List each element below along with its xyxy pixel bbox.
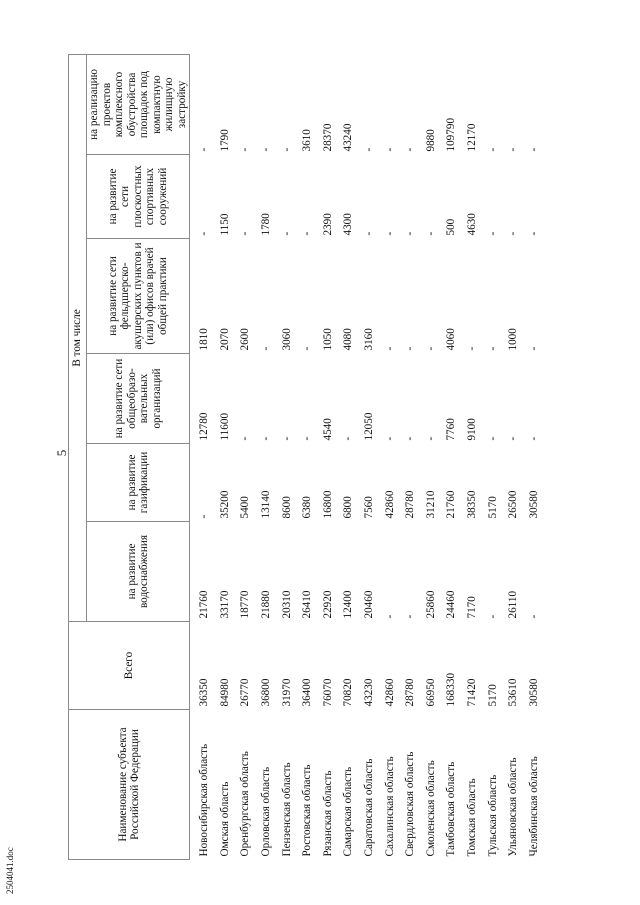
value-cell: - — [404, 346, 417, 351]
value-cell: 38350 — [466, 490, 479, 519]
table-row — [215, 54, 236, 859]
region-name-cell: Тамбовская область — [445, 761, 458, 857]
value-cell: - — [486, 346, 499, 351]
value-cell: - — [280, 147, 293, 152]
value-cell: - — [527, 436, 540, 441]
value-cell: - — [190, 155, 215, 239]
value-cell: - — [507, 436, 520, 441]
value-cell: 20460 — [363, 590, 376, 619]
value-cell: 3610 — [301, 129, 314, 152]
value-cell: 7760 — [445, 418, 458, 441]
table-row — [297, 54, 318, 859]
value-cell: - — [507, 231, 520, 236]
value-cell: 168330 — [445, 672, 458, 707]
value-cell: 4080 — [342, 328, 355, 351]
table-row — [276, 54, 297, 859]
value-cell: 1150 — [218, 213, 231, 236]
region-name-cell: Самарская область — [342, 766, 355, 857]
value-cell: - — [486, 436, 499, 441]
header-including: В том числе — [69, 54, 87, 621]
value-cell: 8600 — [280, 496, 293, 519]
value-cell: 43240 — [342, 123, 355, 152]
region-name-cell: Омская область — [218, 781, 231, 857]
allocation-table — [68, 54, 544, 860]
page-number: 5 — [54, 449, 69, 457]
region-name-cell: Новосибирская область — [190, 710, 215, 860]
value-cell: 28780 — [404, 490, 417, 519]
table-row — [338, 54, 359, 859]
region-name-cell: Рязанская область — [321, 770, 334, 857]
value-cell: - — [424, 346, 437, 351]
value-cell: 30580 — [527, 678, 540, 707]
value-cell: 26110 — [507, 590, 520, 619]
value-cell: 21760 — [190, 522, 215, 622]
value-cell: 28780 — [404, 678, 417, 707]
value-cell: 109790 — [445, 117, 458, 152]
value-cell: 25860 — [424, 590, 437, 619]
value-cell: 2600 — [239, 328, 252, 351]
value-cell: - — [363, 147, 376, 152]
value-cell: 16800 — [321, 490, 334, 519]
value-cell: - — [383, 147, 396, 152]
value-cell: - — [486, 147, 499, 152]
value-cell: 12050 — [363, 412, 376, 441]
value-cell: 6380 — [301, 496, 314, 519]
table-row — [462, 54, 483, 859]
value-cell: 2390 — [321, 213, 334, 236]
header-total: Всего — [69, 622, 190, 710]
table-row — [441, 54, 462, 859]
value-cell: 9880 — [424, 129, 437, 152]
value-cell: - — [280, 231, 293, 236]
region-name-cell: Саратовская область — [363, 758, 376, 857]
value-cell: 3060 — [280, 328, 293, 351]
value-cell: - — [301, 346, 314, 351]
region-name-cell: Томская область — [466, 778, 479, 857]
value-cell: 26500 — [507, 490, 520, 519]
header-schools: на развитие сети общеобразо-вательных организаций — [87, 354, 190, 444]
value-cell: 35200 — [218, 490, 231, 519]
value-cell: 11600 — [218, 412, 231, 441]
value-cell: - — [404, 614, 417, 619]
table-row — [235, 54, 256, 859]
value-cell: 1050 — [321, 328, 334, 351]
value-cell: - — [383, 436, 396, 441]
value-cell: 26410 — [301, 590, 314, 619]
value-cell: 1810 — [190, 239, 215, 354]
value-cell: - — [342, 436, 355, 441]
value-cell: 5170 — [486, 684, 499, 707]
value-cell: 1790 — [218, 129, 231, 152]
table-row — [190, 54, 215, 859]
value-cell: 4540 — [321, 418, 334, 441]
header-medical-posts: на развитие сети фельдшерско-акушерских пунктов и (или) офисов врачей общей практики — [87, 239, 190, 354]
header-gasification: на развитие газификации — [87, 444, 190, 522]
value-cell: 66950 — [424, 678, 437, 707]
value-cell: 43230 — [363, 678, 376, 707]
region-name-cell: Сахалинская область — [383, 756, 396, 857]
value-cell: 70820 — [342, 678, 355, 707]
value-cell: - — [239, 147, 252, 152]
region-name-cell: Тульская область — [486, 774, 499, 857]
value-cell: 22920 — [321, 590, 334, 619]
header-sport-facilities: на развитие сети плоскостных спортивных сооружений — [87, 155, 190, 239]
value-cell: - — [527, 147, 540, 152]
value-cell: 12170 — [466, 123, 479, 152]
region-name-cell: Смоленская область — [424, 760, 437, 857]
value-cell: 53610 — [507, 678, 520, 707]
value-cell: - — [383, 614, 396, 619]
value-cell: - — [486, 231, 499, 236]
value-cell: 31210 — [424, 490, 437, 519]
value-cell: 33170 — [218, 590, 231, 619]
region-name-cell: Свердловская область — [404, 751, 417, 857]
document-filename: 2504041.doc — [5, 847, 15, 894]
value-cell: - — [190, 444, 215, 522]
value-cell: 26770 — [239, 678, 252, 707]
table-row — [379, 54, 400, 859]
value-cell: 28370 — [321, 123, 334, 152]
value-cell: - — [260, 147, 273, 152]
region-name-cell: Ульяновская область — [507, 757, 520, 857]
value-cell: - — [486, 614, 499, 619]
value-cell: 4060 — [445, 328, 458, 351]
value-cell: - — [301, 231, 314, 236]
value-cell: - — [507, 147, 520, 152]
value-cell: 31970 — [280, 678, 293, 707]
value-cell: - — [190, 54, 215, 154]
value-cell: 7170 — [466, 596, 479, 619]
value-cell: 71420 — [466, 678, 479, 707]
value-cell: - — [466, 346, 479, 351]
value-cell: - — [404, 231, 417, 236]
value-cell: 21880 — [260, 590, 273, 619]
value-cell: - — [527, 231, 540, 236]
table-row — [359, 54, 380, 859]
region-name-cell: Орловская область — [260, 766, 273, 857]
value-cell: - — [527, 346, 540, 351]
region-name-cell: Челябинская область — [527, 756, 540, 857]
table-row — [503, 54, 524, 859]
value-cell: - — [363, 231, 376, 236]
table-row — [482, 54, 503, 859]
value-cell: - — [527, 614, 540, 619]
value-cell: 3160 — [363, 328, 376, 351]
value-cell: 36400 — [301, 678, 314, 707]
value-cell: - — [383, 346, 396, 351]
value-cell: 21760 — [445, 490, 458, 519]
region-name-cell: Ростовская область — [301, 764, 314, 857]
value-cell: - — [239, 231, 252, 236]
table-row — [400, 54, 421, 859]
rotated-table-container — [68, 55, 582, 860]
table-row — [318, 54, 339, 859]
value-cell: 76070 — [321, 678, 334, 707]
value-cell: 5170 — [486, 496, 499, 519]
value-cell: 18770 — [239, 590, 252, 619]
header-housing-projects: на реализацию проектов комплексного обустройства площадок под компактную жилищную застройку — [87, 54, 190, 154]
value-cell: - — [239, 436, 252, 441]
value-cell: 84980 — [218, 678, 231, 707]
value-cell: 30580 — [527, 490, 540, 519]
value-cell: 42860 — [383, 490, 396, 519]
value-cell: - — [424, 231, 437, 236]
value-cell: - — [260, 346, 273, 351]
header-region-name: Наименование субъекта Российской Федерации — [69, 710, 190, 860]
value-cell: 1000 — [507, 328, 520, 351]
region-name-cell: Оренбургская область — [239, 751, 252, 857]
value-cell: 2070 — [218, 328, 231, 351]
value-cell: 42860 — [383, 678, 396, 707]
value-cell: 4300 — [342, 213, 355, 236]
value-cell: 36350 — [190, 622, 215, 710]
table-row — [524, 54, 545, 859]
table-row — [256, 54, 277, 859]
value-cell: - — [260, 436, 273, 441]
value-cell: - — [424, 436, 437, 441]
value-cell: 12400 — [342, 590, 355, 619]
region-name-cell: Пензенская область — [280, 762, 293, 857]
value-cell: 13140 — [260, 490, 273, 519]
value-cell: 20310 — [280, 590, 293, 619]
value-cell: - — [301, 436, 314, 441]
table-body — [190, 54, 545, 859]
value-cell: 9100 — [466, 418, 479, 441]
value-cell: - — [404, 436, 417, 441]
value-cell: - — [280, 436, 293, 441]
header-water-supply: на развитие водоснабжения — [87, 522, 190, 622]
value-cell: 5400 — [239, 496, 252, 519]
value-cell: - — [383, 231, 396, 236]
value-cell: 7560 — [363, 496, 376, 519]
value-cell: - — [404, 147, 417, 152]
table-row — [421, 54, 442, 859]
value-cell: 36800 — [260, 678, 273, 707]
value-cell: 24460 — [445, 590, 458, 619]
value-cell: 12780 — [190, 354, 215, 444]
value-cell: 6800 — [342, 496, 355, 519]
value-cell: 500 — [445, 218, 458, 236]
value-cell: 4630 — [466, 213, 479, 236]
value-cell: 1780 — [260, 213, 273, 236]
